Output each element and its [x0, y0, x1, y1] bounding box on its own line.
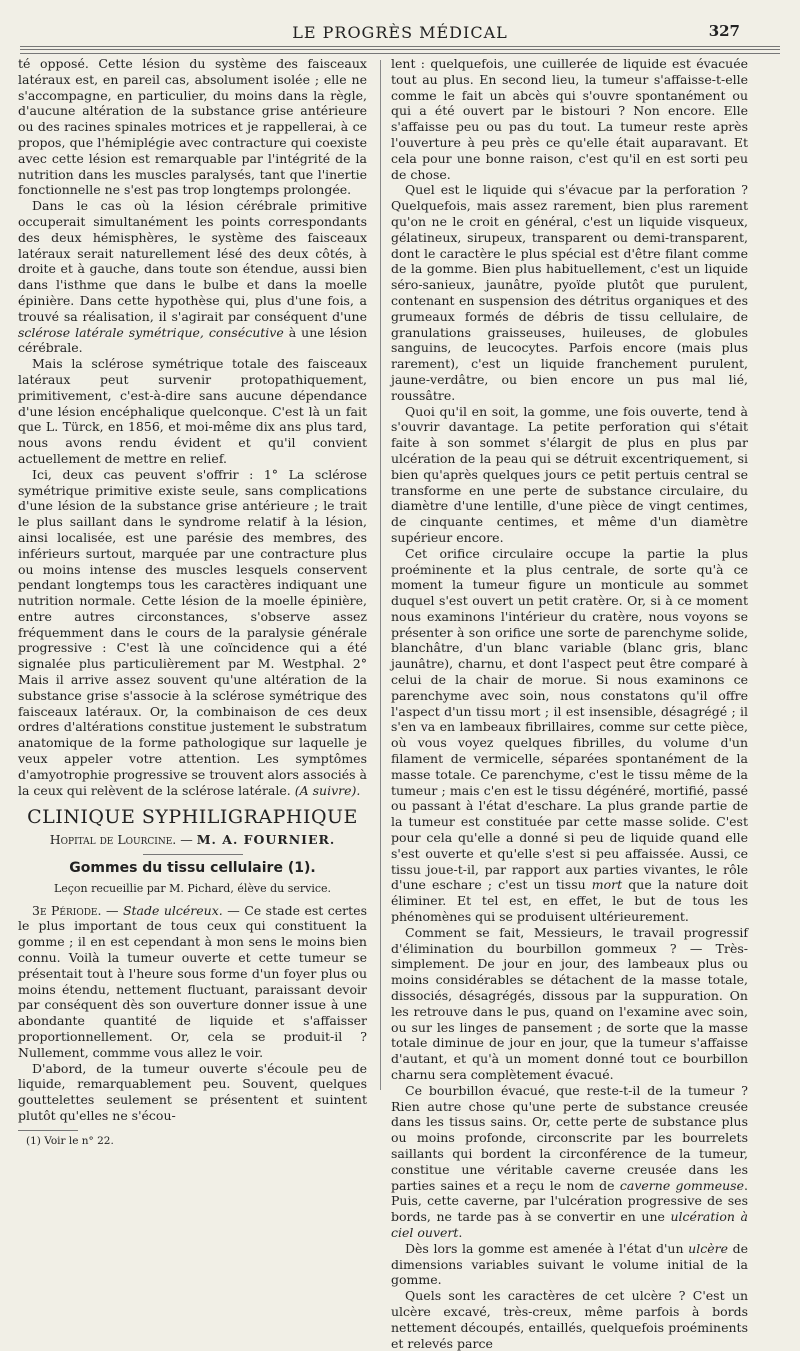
- footnote-rule: [18, 1130, 78, 1131]
- paragraph: Ce bourbillon évacué, que reste-t-il de la tumeur ? Rien autre chose qu'une perte de substance creusée dans les tissus sains. Or, cette perte de substance plus ou moins profonde, circonscrite par les bourrelets saillants qui bordent la circonférence de la tumeur, constitue une véritable caverne creusée dans les parties saines et a reçu le nom de caverne gommeuse. Puis, cette caverne, par l'ulcération progressive de ses bords, ne tarde pas à se convertir en une ulcération à ciel ouvert.: [391, 1082, 748, 1240]
- divider: [143, 854, 243, 855]
- left-column: [18, 56, 367, 1150]
- byline: Leçon recueillie par M. Pichard, élève du service.: [53, 881, 332, 895]
- paragraph: Dès lors la gomme est amenée à l'état d'un ulcère de dimensions variables suivant le volume initial de la gomme.: [391, 1240, 749, 1288]
- section-title: CLINIQUE SYPHILIGRAPHIQUE: [27, 806, 358, 829]
- hospital-line: Hopital de Lourcine. — M. A. FOURNIER.: [49, 832, 336, 848]
- paragraph: Comment se fait, Messieurs, le travail progressif d'élimination du bourbillon gommeux ? — Très-simplement. De jour en jour, des lambeaux plus ou moins considérables se détachent de la masse totale, dissociés, désagrégés, dissous par la suppuration. On les retrouve dans le pus, quand on l'examine avec soin, ou sur les linges de pansement ; de sorte que la masse totale diminue de jour en jour, que la tumeur s'affaisse d'autant, et qu'à un moment donné tout ce bourbillon charnu sera complètement évacué.: [391, 924, 748, 1082]
- paragraph: lent : quelquefois, une cuillerée de liquide est évacuée tout au plus. En second lieu, la tumeur s'affaisse-t-elle comme le fait un abcès qui s'ouvre spontanément ou qui a été ouvert par le bistouri ? Non encore. Elle s'affaisse peu ou pas du tout. La tumeur reste après l'ouverture à peu près ce qu'elle était auparavant. Et cela pour une bonne raison, c'est qu'il en est sorti peu de chose.: [391, 56, 748, 182]
- paragraph: Cet orifice circulaire occupe la partie la plus proéminente et la plus centrale, de sorte qu'à ce moment la tumeur figure un monticule au sommet duquel s'est ouvert un petit cratère. Or, si à ce moment nous examinons l'intérieur du cratère, nous voyons se présenter à son orifice une sorte de parenchyme solide, blanchâtre, d'un blanc variable (blanc gris, blanc jaunâtre), charnu, et dont l'aspect peut être comparé à celui de la chair de morue. Si nous examinons ce parenchyme avec soin, nous constatons qu'il offre l'aspect d'un tissu mort ; il est insensible, désagrégé ; il s'en va en lambeaux fibrillaires, comme sur cette pièce, où vous voyez quelques fibrilles, du volume d'un filament de vermicelle, séparées spontanément de la masse totale. Ce parenchyme, c'est le tissu même de la tumeur ; mais c'en est le tissu dégénéré, mortifié, passé ou passant à l'état d'eschare. La plus grande partie de la tumeur est constituée par cette masse solide. C'est pour cela qu'elle a donné si peu de liquide quand elle s'est ouverte et qu'elle s'est si peu affaissée. Aussi, ce tissu joue-t-il, par rapport aux parties vivantes, le rôle d'une eschare ; c'est un tissu mort que la nature doit éliminer. Et tel est, en effet, le but de tous les phénomènes qui se produisent ultérieurement.: [391, 545, 749, 925]
- page-number: 327: [708, 22, 740, 40]
- right-column: [391, 56, 748, 1351]
- paragraph: 3e Période. — Stade ulcéreux. — Ce stade est certes le plus important de tous ceux qui constituent la gomme ; il en est cependant à mon sens le moins bien connu. Voilà la tumeur ouverte et cette tumeur se présentait tout à l'heure sous forme d'un foyer plus ou moins étendu, nettement fluctuant, paraissant devoir par conséquent dès son ouverture donner issue à une abondante quantité de liquide et s'affaisser proportionnellement. Or, cela se produit-il ? Nullement, commme vous allez le voir.: [18, 902, 367, 1060]
- column-divider: [380, 60, 381, 1090]
- paragraph: D'abord, de la tumeur ouverte s'écoule peu de liquide, remarquablement peu. Souvent, quelques gouttelettes seulement se présentent et suintent plutôt qu'elles ne s'écou-: [18, 1060, 367, 1123]
- footnote: (1) Voir le n° 22.: [26, 1134, 114, 1147]
- paragraph: Ici, deux cas peuvent s'offrir : 1° La sclérose symétrique primitive existe seule, sans complications d'une lésion de la substance grise antérieure ; le trait le plus saillant dans le syndrome relatif à la lésion, ainsi localisée, est une parésie des membres, des inférieurs surtout, marquée par une contracture plus ou moins intense des muscles lesquels conservent pendant longtemps tous les caractères indiquant une nutrition normale. Cette lésion de la moelle épinière, entre autres circonstances, s'observe assez fréquemment dans le cours de la paralysie générale progressive : C'est là une coïncidence qui a été signalée plus particulièrement par M. Westphal. 2° Mais il arrive assez souvent qu'une altération de la substance grise s'associe à la sclérose symétrique des faisceaux latéraux. Or, la combinaison de ces deux ordres d'altérations constitue justement le substratum anatomique de la forme pathologique sur laquelle je veux appeler votre attention. Les symptômes d'amyotrophie progressive se trouvent alors associés à la ceux qui relèvent de la sclérose latérale. (A suivre).: [18, 466, 367, 798]
- header-rule: [20, 49, 780, 54]
- paragraph: Quels sont les caractères de cet ulcère ? C'est un ulcère excavé, très-creux, même parfois à bords nettement découpés, entaillés, quelquefois proéminents et relevés parce: [391, 1288, 748, 1351]
- paragraph: Quoi qu'il en soit, la gomme, une fois ouverte, tend à s'ouvrir davantage. La petite perforation qui s'était faite à son sommet s'élargit de plus en plus par ulcération de la peau qui se détruit excentriquement, si bien qu'après quelques jours ce petit pertuis central se transforme en une perte de substance circulaire, du diamètre d'une lentille, d'une pièce de vingt centimes, de cinquante centimes, et même d'un diamètre supérieur encore.: [391, 403, 748, 545]
- paragraph: Quel est le liquide qui s'évacue par la perforation ? Quelquefois, mais assez rarement, bien plus rarement qu'on ne le croit en général, c'est un liquide visqueux, gélatineux, sirupeux, transparent ou demi-transparent, dont le caractère le plus spécial est d'être filant comme de la gomme. Bien plus habituellement, c'est un liquide séro-sanieux, jaunâtre, pyoïde plutôt que purulent, contenant en suspension des détritus organiques et des grumeaux formés de débris de tissu cellulaire, de granulations graisseuses, huileuses, de globules sanguins, de leucocytes. Parfois encore (mais plus rarement), c'est un liquide franchement purulent, jaune-verdâtre, ou bien encore un pus mal lié, roussâtre.: [391, 182, 748, 403]
- article-title: Gommes du tissu cellulaire (1).: [69, 860, 316, 877]
- paragraph: té opposé. Cette lésion du système des faisceaux latéraux est, en pareil cas, absolument isolée ; elle ne s'accompagne, en particulier, du moins dans la règle, d'aucune altération de la substance grise antérieure ou des racines spinales motrices et je rappellerai, à ce propos, que l'hémiplégie avec contracture qui coexiste avec cette lésion est remarquable par l'intégrité de la nutrition dans les muscles paralysés, tant que l'inertie fonctionnelle ne s'est pas trop longtemps prolongée.: [18, 56, 367, 198]
- paragraph: Mais la sclérose symétrique totale des faisceaux latéraux peut survenir protopathiquement, primitivement, c'est-à-dire sans aucune dépendance d'une lésion encéphalique quelconque. C'est là un fait que L. Türck, en 1856, et moi-même dix ans plus tard, nous avons rendu évident et qu'il convient actuellement de mettre en relief.: [18, 356, 367, 466]
- paragraph: Dans le cas où la lésion cérébrale primitive occuperait simultanément les points correspondants des deux hémisphères, le système des faisceaux latéraux serait naturellement lésé des deux côtés, à droite et à gauche, dans toute son étendue, aussi bien dans l'isthme que dans le bulbe et dans la moelle épinière. Dans cette hypothèse qui, plus d'une fois, a trouvé sa réalisation, il s'agirait par conséquent d'une sclérose latérale symétrique, consécutive à une lésion cérébrale.: [18, 198, 367, 356]
- page-header: [20, 20, 780, 47]
- journal-title: LE PROGRÈS MÉDICAL: [292, 23, 508, 42]
